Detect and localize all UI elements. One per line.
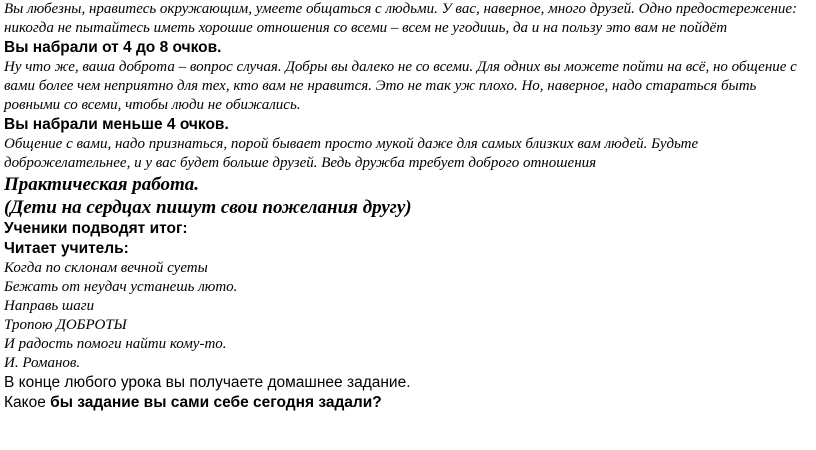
result-less-4-text: Общение с вами, надо признаться, порой бывает просто мукой даже для самых близких вам людей. Будьте доброжелательнее, и у вас будет больше друзей. Ведь дружба требует доброго отношения: [4, 136, 699, 171]
practical-subtitle: (Дети на сердцах пишут свои пожелания другу): [4, 197, 412, 218]
result-4-8-heading: Вы набрали от 4 до 8 очков.: [4, 39, 222, 56]
poem-line: Бежать от неудач устанешь люто.: [4, 279, 238, 295]
final-question-bold: бы задание вы сами себе сегодня задали?: [50, 394, 382, 411]
poem: [4, 259, 812, 373]
result-4-8-text: Ну что же, ваша доброта – вопрос случая. Добры вы далеко не со всеми. Для одних вы можете пойти на всё, но общение с вами более чем неприятно для тех, кто вам не нравится. Это не так уж плохо. Но, наверное, надо стараться быть ровными со всеми, чтобы люди не обижались.: [4, 59, 797, 113]
practical-title: Практическая работа.: [4, 174, 200, 195]
poem-line: Когда по склонам вечной суеты: [4, 260, 208, 276]
homework-note: В конце любого урока вы получаете домашнее задание.: [4, 374, 411, 391]
teacher-heading: Читает учитель:: [4, 240, 129, 257]
final-question: [4, 393, 812, 413]
poem-line: Направь шаги: [4, 298, 95, 314]
final-question-lead: Какое: [4, 394, 51, 411]
poem-line: И радость помоги найти кому-то.: [4, 336, 227, 352]
poem-author: И. Романов.: [4, 355, 81, 371]
summary-heading: Ученики подводят итог:: [4, 220, 188, 237]
poem-line: Тропою ДОБРОТЫ: [4, 317, 127, 333]
intro-paragraph: Вы любезны, нравитесь окружающим, умеете общаться с людьми. У вас, наверное, много друзей. Одно предостережение: никогда не пытайтесь иметь хорошие отношения со всеми – всем не угодишь, да и на пользу это вам не пойдёт: [4, 1, 798, 36]
result-less-4-heading: Вы набрали меньше 4 очков.: [4, 116, 229, 133]
